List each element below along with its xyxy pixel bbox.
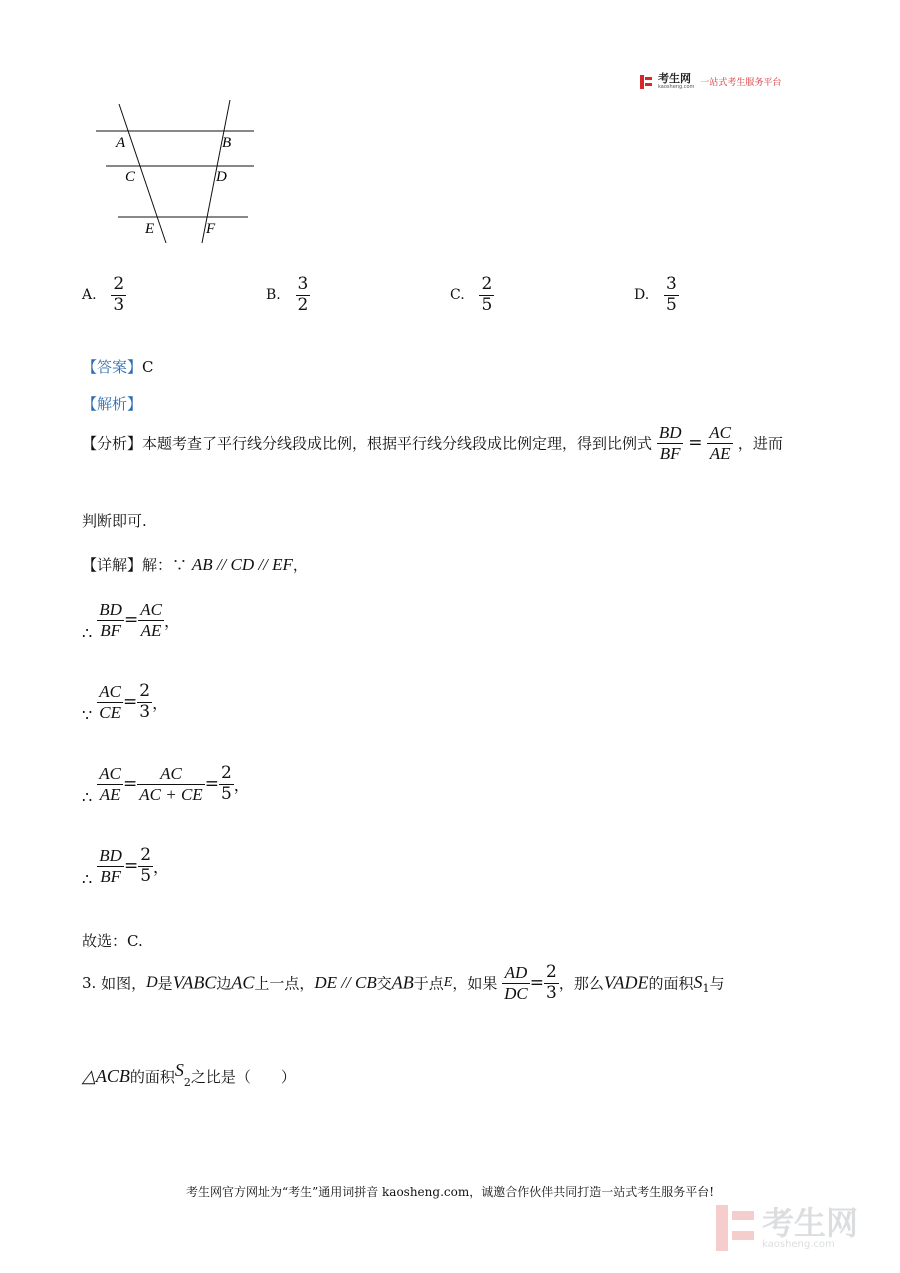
option-c[interactable]: C. $\frac{2}{5}$: [450, 274, 493, 315]
answer-value: C: [142, 358, 154, 376]
header-logo: [640, 73, 781, 90]
option-a[interactable]: A. $\frac{2}{3}$: [82, 274, 125, 315]
label-c: C: [125, 169, 136, 185]
footer-text: 考生网官方网址为“考生”通用词拼音 kaosheng.com，诚邀合作伙伴共同打造一站式考生服务平台!: [185, 1185, 715, 1199]
fenxi-frac-bd-bf: $\frac{BD}{BF}$: [658, 423, 682, 463]
xiangjie-line: 【详解】解：∵ AB // CD // EF，: [82, 555, 308, 574]
label-f: F: [206, 221, 216, 237]
option-b[interactable]: B. $\frac{3}{2}$: [266, 274, 309, 315]
answer-tag: 【答案】: [82, 358, 143, 376]
label-b: B: [222, 135, 232, 151]
conclusion: 故选：C.: [82, 932, 143, 950]
fenxi-line2: 判断即可.: [82, 512, 147, 530]
label-a: A: [116, 135, 126, 151]
answer-line: [82, 356, 154, 377]
fenxi-paragraph: 【分析】本题考查了平行线分线段成比例，根据平行线分线段成比例定理，得到比例式 $\frac{BD}{BF}$ = $\frac{AC}{AE}$ ，进而: [82, 423, 783, 463]
step-1: ∴ $\frac{BD}{BF}$ = $\frac{AC}{AE}$ ，: [82, 600, 180, 643]
watermark-logo: 考生网 kaosheng.com: [716, 1205, 858, 1251]
label-e: E: [145, 221, 155, 237]
watermark-logo-icon: [716, 1205, 754, 1251]
option-d[interactable]: D. $\frac{3}{5}$: [634, 274, 677, 315]
logo-text: 考生网 kaosheng.com: [658, 72, 695, 90]
label-d: D: [216, 169, 227, 185]
logo-icon: [640, 75, 652, 89]
question-3-line1: 3. 如图，D是VABC边AC上一点，DE // CB交AB于点E，如果 $\frac{AD}{DC}$ = $\frac{2}{3}$ ，那么VADE的面积$S_1$与: [82, 962, 725, 1003]
q3-frac-ad-dc: $\frac{AD}{DC}$: [504, 963, 528, 1003]
step-2: ∵ $\frac{AC}{CE}$ = $\frac{2}{3}$ ，: [82, 681, 169, 725]
step-4: ∴ $\frac{BD}{BF}$ = $\frac{2}{5}$ ，: [82, 845, 170, 889]
parallel-lines-figure: [90, 95, 265, 250]
fenxi-frac-ac-ae: $\frac{AC}{AE}$: [709, 423, 732, 463]
logo-slogan: 一站式考生服务平台: [700, 78, 782, 88]
analysis-tag: 【解析】: [82, 395, 143, 413]
step-3: ∴ $\frac{AC}{AE}$ = $\frac{AC}{AC + CE}$ = $\frac{2}{5}$ ，: [82, 763, 250, 807]
question-3-line2: △ACB的面积$S_2$之比是（ ）: [82, 1060, 296, 1089]
